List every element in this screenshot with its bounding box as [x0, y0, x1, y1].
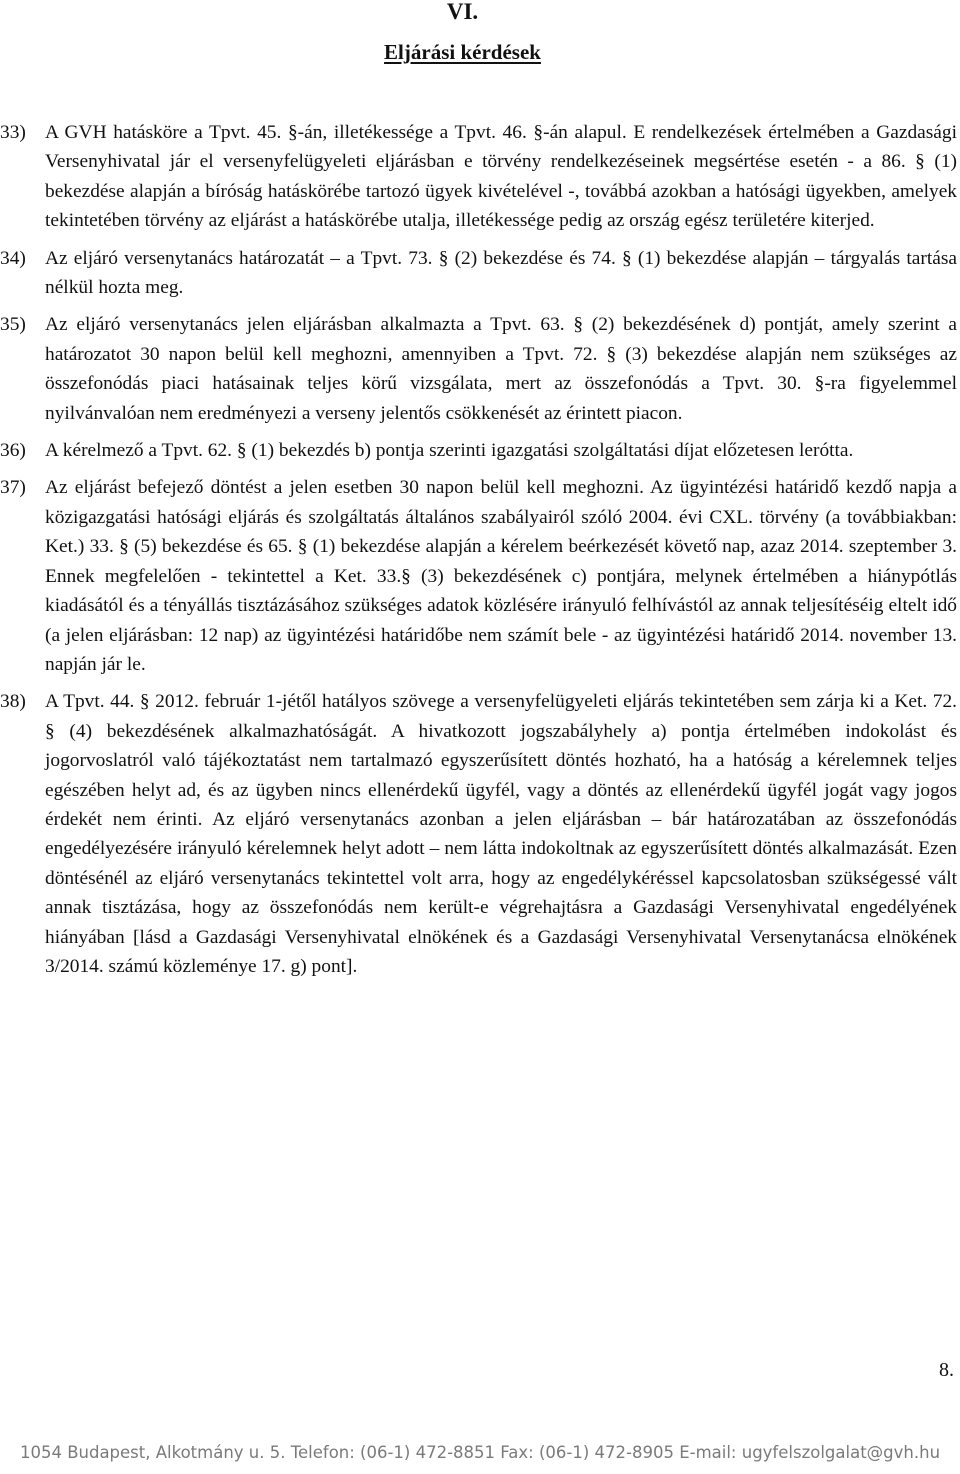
paragraph-number: 36)	[0, 440, 26, 462]
paragraph-number: 37)	[0, 477, 26, 499]
paragraph-text: Az eljárást befejező döntést a jelen esetben 30 napon belül kell meghozni. Az ügyintézési határidő kezdő napja a közigazgatási hatósági eljárás és szolgáltatás általános szabályairól szóló 2004. évi CXL. törvény (a továbbiakban: Ket.) 33. § (5) bekezdése és 65. § (1) bekezdése alapján a kérelem beérkezését követő nap, azaz 2014. szeptember 3. Ennek megfelelően - tekintettel a Ket. 33.§ (3) bekezdésének c) pontjára, melynek értelmében a hiánypótlás kiadásától és a tényállás tisztázásához szükséges adatok közlésére irányuló felhívástól az annak teljesítéséig eltelt idő (a jelen eljárásban: 12 nap) az ügyintézési határidőbe nem számít bele - az ügyintézési határidő 2014. november 13. napján jár le.	[45, 477, 957, 675]
chapter-title: Eljárási kérdések	[384, 40, 541, 64]
paragraph-text: Az eljáró versenytanács jelen eljárásban alkalmazta a Tpvt. 63. § (2) bekezdésének d) pontját, amely szerint a határozatot 30 napon belül kell meghozni, amennyiben a Tpvt. 72. § (3) bekezdése alapján nem szükséges az összefonódás piaci hatásainak teljes körű vizsgálata, mert az összefonódás a Tpvt. 30. §-ra figyelemmel nyilvánvalóan nem eredményezi a verseny jelentős csökkenését az érintett piacon.	[45, 314, 957, 424]
paragraph-number: 38)	[0, 691, 26, 713]
paragraph-33	[0, 118, 960, 236]
paragraph-number: 35)	[0, 314, 26, 336]
paragraph-text: A kérelmező a Tpvt. 62. § (1) bekezdés b) pontja szerinti igazgatási szolgáltatási díjat előzetesen lerótta.	[45, 440, 854, 462]
paragraph-37	[0, 473, 960, 679]
body-text	[0, 118, 960, 989]
chapter-number: VI.	[446, 0, 479, 24]
paragraph-38	[0, 687, 960, 981]
page-number: 8.	[939, 1359, 954, 1381]
paragraph-35	[0, 310, 960, 428]
paragraph-text: A GVH hatásköre a Tpvt. 45. §-án, illetékessége a Tpvt. 46. §-án alapul. E rendelkezések értelmében a Gazdasági Versenyhivatal jár el versenyfelügyeleti eljárásban e törvény rendelkezéseinek megsértése esetén - a 86. § (1) bekezdése alapján a bíróság hatáskörébe tartozó ügyek kivételével -, továbbá azokban a hatósági ügyekben, amelyek tekintetében törvény az eljárást a hatáskörébe utalja, illetékessége pedig az ország egész területére kiterjed.	[45, 122, 957, 232]
footer-contact: 1054 Budapest, Alkotmány u. 5. Telefon: (06-1) 472-8851 Fax: (06-1) 472-8905 E-mail: ugyfelszolgalat@gvh.hu	[19, 1443, 941, 1462]
paragraph-number: 34)	[0, 247, 26, 269]
paragraph-text: A Tpvt. 44. § 2012. február 1-jétől hatályos szövege a versenyfelügyeleti eljárás tekintetében sem zárja ki a Ket. 72. § (4) bekezdésének alkalmazhatóságát. A hivatkozott jogszabályhely a) pontja értelmében indokolást és jogorvoslatról való tájékoztatást nem tartalmazó egyszerűsített döntés hozható, ha a hatóság a kérelemnek teljes egészében helyt ad, és az ügyben nincs ellenérdekű ügyfél, vagy a döntés az ellenérdekű ügyfél jogát vagy jogos érdekét nem érinti. Az eljáró versenytanács azonban a jelen eljárásban – bár határozatában az összefonódás engedélyezésére irányuló kérelemnek helyt adott – nem látta indokoltnak az egyszerűsített döntés alkalmazását. Ezen döntésénél az eljáró versenytanács tekintettel volt arra, hogy az engedélykéréssel kapcsolatosban szükségessé vált annak tisztázása, hogy az összefonódás nem került-e végrehajtásra a Gazdasági Versenyhivatal engedélyének hiányában [lásd a Gazdasági Versenyhivatal elnökének és a Gazdasági Versenyhivatal Versenytanácsa elnökének 3/2014. számú közleménye 17. g) pont].	[45, 691, 957, 977]
paragraph-34	[0, 244, 960, 303]
paragraph-text: Az eljáró versenytanács határozatát – a Tpvt. 73. § (2) bekezdése és 74. § (1) bekezdése alapján – tárgyalás tartása nélkül hozta meg.	[45, 247, 957, 299]
paragraph-number: 33)	[0, 122, 26, 143]
paragraph-36	[0, 436, 960, 465]
